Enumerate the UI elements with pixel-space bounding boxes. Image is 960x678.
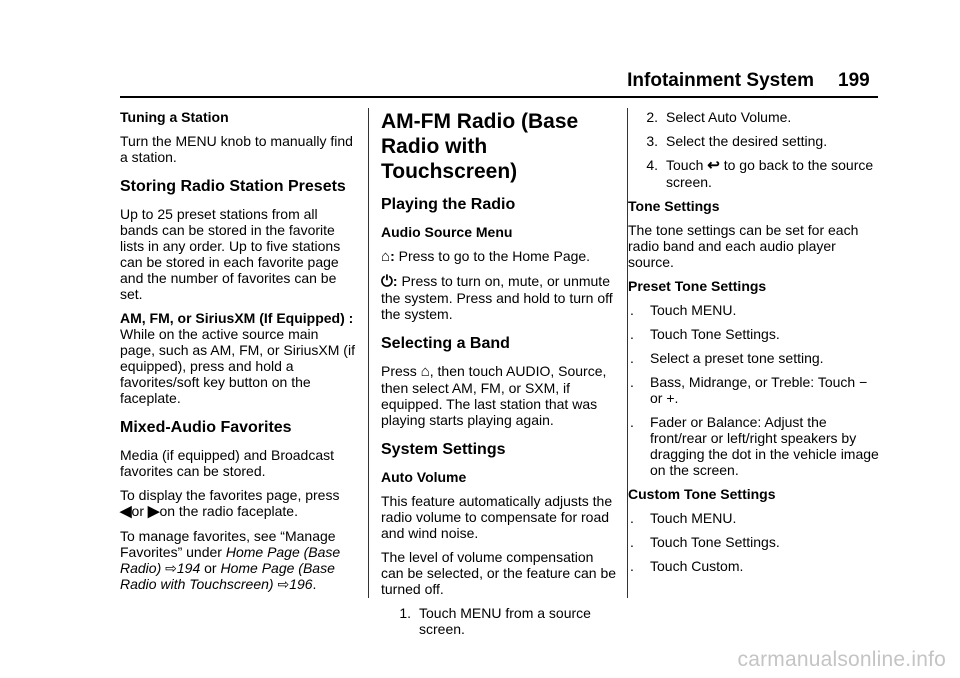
band-heading: Selecting a Band [381, 335, 510, 352]
display-paragraph [120, 487, 356, 520]
column-divider [368, 108, 369, 598]
display-or: or [131, 503, 144, 519]
power-sep: : [392, 273, 398, 289]
mixed-heading: Mixed-Audio Favorites [120, 419, 292, 436]
home-icon: ⌂ [420, 363, 430, 380]
step-2 [628, 109, 880, 125]
bullet: . [630, 326, 634, 342]
power-paragraph [381, 273, 619, 322]
list-item [628, 534, 880, 550]
list-item-text: Touch MENU. [650, 510, 737, 526]
amfm-text: While on the active source main page, such as AM, FM, or SiriusXM (if equipped), press and hold a favorites/soft key button on the faceplate. [120, 326, 355, 406]
column-2 [381, 109, 619, 645]
list-item-text: Select a preset tone setting. [650, 350, 824, 366]
step4-pre: Touch [666, 157, 704, 173]
list-item [628, 350, 880, 366]
step-text: Touch MENU from a source screen. [419, 605, 591, 637]
amfm-paragraph [120, 310, 356, 406]
bullet: . [630, 350, 634, 366]
step-number: 4. [646, 157, 658, 173]
tone-label: Tone Settings [628, 198, 720, 214]
power-icon: ⏻ [381, 273, 393, 290]
storing-text: Up to 25 preset stations from all bands can be stored in the favorite lists in any order. Up to five stations can be stored in each favorite page and the number of favorites can be set. [120, 206, 341, 302]
list-item [628, 414, 880, 478]
manage-page1[interactable]: 194 [176, 560, 201, 576]
watermark: carmanualsonline.info [737, 648, 946, 671]
bullet: . [630, 374, 634, 390]
list-item-text: Bass, Midrange, or Treble: Touch − or +. [650, 374, 868, 406]
list-item [628, 302, 880, 318]
page-ref-icon: ⇨ [277, 576, 290, 592]
manage-end: . [312, 576, 317, 592]
list-item [628, 510, 880, 526]
audio-source-label: Audio Source Menu [381, 224, 513, 240]
list-item [628, 374, 880, 406]
manage-paragraph [120, 528, 356, 592]
step-text [666, 157, 880, 190]
manage-or: or [204, 560, 217, 576]
step-3 [628, 133, 880, 149]
mixed-text: Media (if equipped) and Broadcast favorites can be stored. [120, 447, 335, 479]
manage-ref1[interactable]: Home Page (Base Radio) [120, 544, 341, 576]
list-item-text: Touch Tone Settings. [650, 326, 780, 342]
display-pre: To display the favorites page, press [120, 487, 340, 503]
back-arrow-icon: ↩ [707, 157, 720, 174]
bullet: . [630, 534, 634, 550]
tone-text: The tone settings can be set for each radio band and each audio player source. [628, 222, 859, 270]
list-item [628, 326, 880, 342]
step-number: 2. [646, 109, 658, 125]
page-ref-icon: ⇨ [165, 560, 177, 576]
seek-forward-icon: ▶ [147, 503, 160, 520]
list-item [628, 558, 880, 574]
step-number: 3. [646, 133, 658, 149]
custom-tone-label: Custom Tone Settings [628, 486, 776, 502]
amfm-term: AM, FM, or SiriusXM (If Equipped) : [120, 310, 354, 326]
running-header-title: Infotainment System [627, 70, 814, 91]
band-paragraph [381, 363, 619, 428]
level-text: The level of volume compensation can be selected, or the feature can be turned off. [381, 549, 617, 597]
step4-post: to go back to the source screen. [666, 157, 874, 190]
step-1 [381, 605, 619, 637]
band-pre: Press [381, 363, 417, 379]
preset-tone-label: Preset Tone Settings [628, 278, 767, 294]
header-rule [120, 96, 878, 98]
bullet: . [630, 414, 634, 430]
list-item-text: Touch Tone Settings. [650, 534, 780, 550]
bullet: . [630, 558, 634, 574]
bullet: . [630, 510, 634, 526]
auto-volume-label: Auto Volume [381, 469, 467, 485]
manage-ref2[interactable]: Home Page (Base Radio with Touchscreen) [120, 560, 335, 592]
step-number: 1. [399, 605, 411, 621]
list-item-text: Fader or Balance: Adjust the front/rear or left/right speakers by dragging the dot in the vehicle image on the screen. [650, 414, 879, 478]
bullet: . [630, 302, 634, 318]
tuning-text: Turn the MENU knob to manually find a station. [120, 133, 353, 165]
tuning-label: Tuning a Station [120, 109, 229, 125]
home-text: Press to go to the Home Page. [398, 248, 591, 264]
manage-pre: To manage favorites, see “Manage Favorites” under [120, 528, 336, 560]
home-sep: : [390, 248, 395, 264]
seek-back-icon: ◀ [120, 503, 132, 520]
power-text: Press to turn on, mute, or unmute the system. Press and hold to turn off the system. [381, 273, 613, 322]
manage-page2[interactable]: 196 [289, 576, 313, 592]
step-text: Select the desired setting. [666, 133, 828, 149]
home-paragraph [381, 248, 619, 265]
column-1 [120, 109, 356, 600]
band-post: , then touch AUDIO, Source, then select AM, FM, or SXM, if equipped. The last station that was playing starts playing again. [381, 363, 607, 428]
step-text: Select Auto Volume. [666, 109, 792, 125]
home-icon: ⌂ [381, 248, 391, 265]
auto-text: This feature automatically adjusts the radio volume to compensate for road and wind noise. [381, 493, 613, 541]
system-heading: System Settings [381, 441, 506, 458]
step-4 [628, 157, 880, 190]
list-item-text: Touch MENU. [650, 302, 737, 318]
display-post: on the radio faceplate. [159, 503, 298, 519]
playing-heading: Playing the Radio [381, 196, 516, 213]
page-number: 199 [838, 70, 870, 91]
column-3 [628, 109, 880, 582]
main-heading: AM-FM Radio (Base Radio with Touchscreen) [381, 110, 579, 183]
storing-heading: Storing Radio Station Presets [120, 178, 346, 195]
list-item-text: Touch Custom. [650, 558, 744, 574]
